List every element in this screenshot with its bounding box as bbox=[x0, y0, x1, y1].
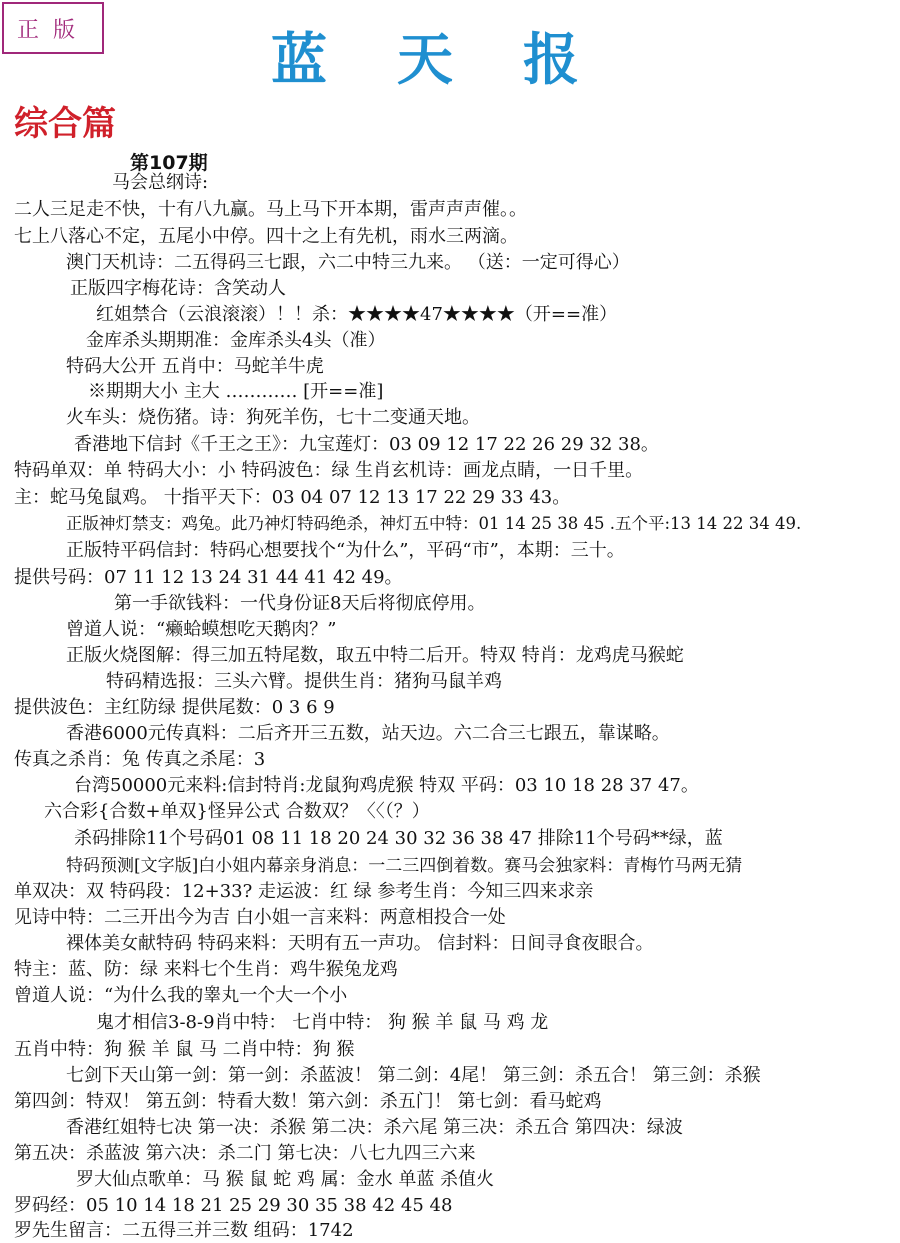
text-line: ※期期大小 主大 ………… [开==准] bbox=[88, 381, 384, 402]
text-line: 见诗中特：二三开出今为吉 白小姐一言来料：两意相投合一处 bbox=[14, 907, 506, 928]
text-line: 马会总纲诗: bbox=[112, 172, 209, 193]
text-line: 裸体美女献特码 特码来料：天明有五一声功。 信封料：日间寻食夜眼合。 bbox=[66, 933, 654, 954]
text-line: 第一手欲钱料：一代身份证8天后将彻底停用。 bbox=[114, 593, 486, 614]
text-line: 正版火烧图解：得三加五特尾数，取五中特二后开。特双 特肖：龙鸡虎马猴蛇 bbox=[66, 645, 684, 666]
section-title: 综合篇 bbox=[14, 104, 116, 144]
text-line: 特码大公开 五肖中：马蛇羊牛虎 bbox=[66, 356, 324, 377]
text-line: 六合彩{合数+单双}怪异公式 合数双？〈〈（？） bbox=[44, 801, 430, 822]
text-line: 传真之杀肖：兔 传真之杀尾：3 bbox=[14, 749, 266, 770]
newspaper-masthead: 蓝天报 bbox=[271, 28, 649, 93]
text-line: 曾道人说：“为什么我的睾丸一个大一个小 bbox=[14, 985, 348, 1006]
text-line: 第四剑：特双！ 第五剑：特看大数！第六剑：杀五门！ 第七剑：看马蛇鸡 bbox=[14, 1091, 602, 1112]
text-line: 香港地下信封《千王之王》：九宝莲灯：03 09 12 17 22 26 29 32 38。 bbox=[74, 434, 659, 455]
text-line: 特码预测[文字版]白小姐内幕亲身消息：一二三四倒着数。赛马会独家料：青梅竹马两无猜 bbox=[66, 856, 743, 876]
text-line: 正版特平码信封：特码心想要找个“为什么”，平码“市”，本期：三十。 bbox=[66, 540, 625, 561]
text-line: 主：蛇马兔鼠鸡。 十指平天下：03 04 07 12 13 17 22 29 33 43。 bbox=[14, 487, 571, 508]
text-line: 特码精选报：三头六臂。提供生肖：猪狗马鼠羊鸡 bbox=[106, 671, 502, 692]
text-line: 第五决：杀蓝波 第六决：杀二门 第七决：八七九四三六来 bbox=[14, 1143, 476, 1164]
text-line: 金库杀头期期准：金库杀头4头（准） bbox=[86, 330, 386, 351]
genuine-stamp: 正版 bbox=[2, 2, 104, 54]
text-line: 火车头：烧伤猪。诗：狗死羊伤，七十二变通天地。 bbox=[66, 407, 480, 428]
text-line: 澳门天机诗：二五得码三七跟，六二中特三九来。 （送：一定可得心） bbox=[66, 252, 630, 273]
text-line: 提供号码：07 11 12 13 24 31 44 41 42 49。 bbox=[14, 567, 403, 588]
text-line: 香港6000元传真料：二后齐开三五数，站天边。六二合三七跟五，靠谋略。 bbox=[66, 723, 670, 744]
text-line: 鬼才相信3-8-9肖中特： 七肖中特： 狗 猴 羊 鼠 马 鸡 龙 bbox=[96, 1012, 549, 1033]
text-line: 五肖中特：狗 猴 羊 鼠 马 二肖中特：狗 猴 bbox=[14, 1039, 355, 1060]
text-line: 曾道人说：“癞蛤蟆想吃天鹅肉？” bbox=[66, 619, 337, 640]
text-line: 罗大仙点歌单：马 猴 鼠 蛇 鸡 属：金水 单蓝 杀值火 bbox=[76, 1169, 495, 1190]
text-line: 特码单双：单 特码大小：小 特码波色：绿 生肖玄机诗：画龙点睛，一日千里。 bbox=[14, 460, 644, 481]
text-line: 单双决：双 特码段：12+33? 走运波：红 绿 参考生肖：今知三四来求亲 bbox=[14, 881, 594, 902]
text-line: 香港红姐特七决 第一决：杀猴 第二决：杀六尾 第三决：杀五合 第四决：绿波 bbox=[66, 1117, 683, 1138]
text-line: 罗码经：05 10 14 18 21 25 29 30 35 38 42 45 48 bbox=[14, 1195, 453, 1216]
issue-number: 第107期 bbox=[130, 152, 208, 174]
text-line: 提供波色：主红防绿 提供尾数：0 3 6 9 bbox=[14, 697, 335, 718]
text-line: 七剑下天山第一剑：第一剑：杀蓝波！ 第二剑：4尾！ 第三剑：杀五合！ 第三剑：杀猴 bbox=[66, 1065, 761, 1086]
text-line: 台湾50000元来料:信封特肖:龙鼠狗鸡虎猴 特双 平码：03 10 18 28 37 47。 bbox=[74, 775, 699, 796]
text-line: 特主：蓝、防：绿 来料七个生肖：鸡牛猴兔龙鸡 bbox=[14, 959, 398, 980]
text-line: 正版四字梅花诗：含笑动人 bbox=[70, 278, 286, 299]
text-line: 杀码排除11个号码01 08 11 18 20 24 30 32 36 38 47 排除11个号码**绿，蓝 bbox=[74, 828, 723, 849]
text-line: 罗先生留言：二五得三并三数 组码：1742 bbox=[14, 1220, 354, 1241]
text-line: 二人三足走不快，十有八九赢。马上马下开本期，雷声声声催。。 bbox=[14, 199, 527, 220]
text-line: 七上八落心不定，五尾小中停。四十之上有先机，雨水三两滴。 bbox=[14, 226, 518, 247]
text-line: 正版神灯禁支：鸡兔。此乃神灯特码绝杀，神灯五中特：01 14 25 38 45 .五个平:13 14 22 34 49. bbox=[66, 514, 802, 533]
text-line: 红姐禁合（云浪滚滚）！！杀：★★★★47★★★★（开==准） bbox=[96, 304, 618, 325]
